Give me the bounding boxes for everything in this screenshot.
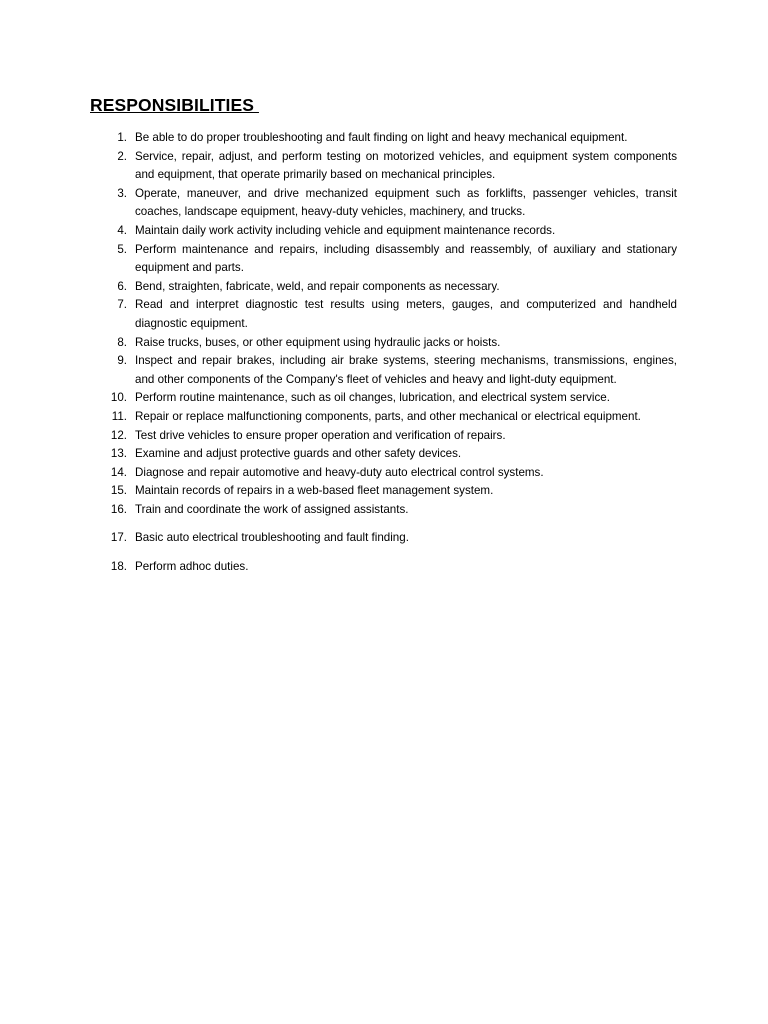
item-text: Perform adhoc duties. xyxy=(135,560,249,574)
item-text: Diagnose and repair automotive and heavy-duty auto electrical control systems. xyxy=(135,465,544,479)
list-item xyxy=(104,352,677,389)
item-text: Maintain daily work activity including vehicle and equipment maintenance records. xyxy=(135,223,556,237)
item-number: 14. xyxy=(110,465,127,479)
item-text: Examine and adjust protective guards and other safety devices. xyxy=(135,447,462,461)
item-number: 11. xyxy=(111,409,127,423)
list-item xyxy=(104,222,677,241)
list-item xyxy=(104,296,677,333)
list-item xyxy=(104,445,677,464)
list-item xyxy=(104,185,677,222)
item-text: Inspect and repair brakes, including air brake systems, steering mechanisms, transmissions, engines, and other components of the Company's fleet of vehicles and heavy and light-duty equipment. xyxy=(135,354,677,386)
item-number: 15. xyxy=(110,484,127,498)
item-text: Read and interpret diagnostic test results using meters, gauges, and computerized and handheld diagnostic equipment. xyxy=(135,298,677,330)
item-number: 3. xyxy=(117,186,127,200)
item-text: Maintain records of repairs in a web-based fleet management system. xyxy=(135,484,494,498)
item-text: Perform routine maintenance, such as oil changes, lubrication, and electrical system service. xyxy=(135,391,610,405)
item-number: 6. xyxy=(117,279,127,293)
item-number: 13. xyxy=(110,447,127,461)
page-title: RESPONSIBILITIES xyxy=(90,95,259,115)
list-item xyxy=(104,501,677,520)
item-number: 1. xyxy=(117,131,127,144)
list-item xyxy=(104,427,677,446)
item-text: Train and coordinate the work of assigned assistants. xyxy=(135,502,409,516)
item-number: 2. xyxy=(117,149,127,163)
list-item xyxy=(104,408,677,427)
list-item xyxy=(104,334,677,353)
item-number: 18. xyxy=(110,560,127,574)
item-number: 9. xyxy=(117,354,127,368)
item-number: 7. xyxy=(117,298,127,312)
responsibilities-list xyxy=(104,129,677,577)
item-text: Basic auto electrical troubleshooting and fault finding. xyxy=(135,531,409,545)
item-number: 16. xyxy=(110,502,127,516)
item-number: 17. xyxy=(110,531,127,545)
list-item xyxy=(104,241,677,278)
list-item xyxy=(104,558,677,577)
list-item xyxy=(104,148,677,185)
item-text: Be able to do proper troubleshooting and fault finding on light and heavy mechanical equipment. xyxy=(135,131,628,144)
item-text: Service, repair, adjust, and perform testing on motorized vehicles, and equipment system components and equipment, that operate primarily based on mechanical principles. xyxy=(135,149,677,182)
item-number: 5. xyxy=(117,242,127,256)
item-text: Repair or replace malfunctioning components, parts, and other mechanical or electrical equipment. xyxy=(135,409,641,423)
item-number: 8. xyxy=(117,335,127,349)
item-text: Test drive vehicles to ensure proper operation and verification of repairs. xyxy=(135,428,506,442)
list-item xyxy=(104,529,677,548)
list-item xyxy=(104,129,677,148)
list-item xyxy=(104,464,677,483)
item-number: 12. xyxy=(110,428,127,442)
item-text: Bend, straighten, fabricate, weld, and repair components as necessary. xyxy=(135,279,500,293)
item-text: Operate, maneuver, and drive mechanized equipment such as forklifts, passenger vehicles, transit coaches, landscape equipment, heavy-duty vehicles, machinery, and trucks. xyxy=(135,186,677,219)
list-item xyxy=(104,482,677,501)
list-item xyxy=(104,278,677,297)
list-item xyxy=(104,389,677,408)
item-text: Perform maintenance and repairs, including disassembly and reassembly, of auxiliary and stationary equipment and parts. xyxy=(135,242,677,275)
item-text: Raise trucks, buses, or other equipment using hydraulic jacks or hoists. xyxy=(135,335,501,349)
item-number: 10. xyxy=(110,391,127,405)
item-number: 4. xyxy=(117,223,127,237)
